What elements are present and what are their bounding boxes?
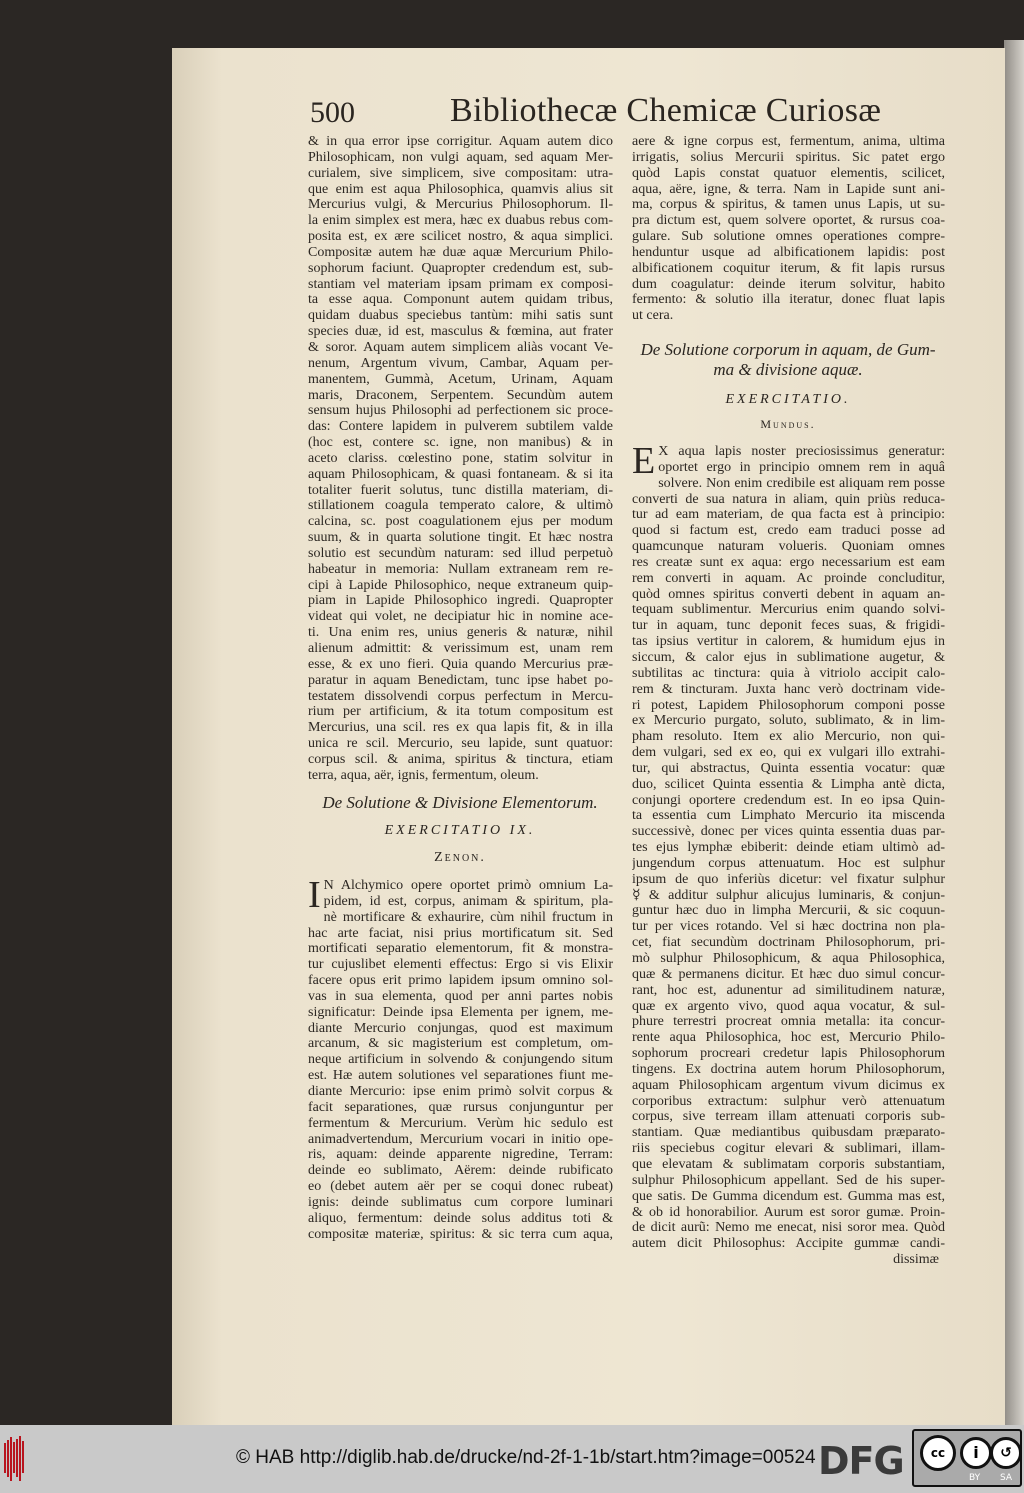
text-line: calcina, sc. post coagulationem ejus per modum xyxy=(308,514,613,530)
right-author: Mundus. xyxy=(760,417,816,431)
text-line: paratur in aquam Benedictam, tunc ipse habet po- xyxy=(308,672,613,688)
text-line: tur cujuslibet elementi effectus: Ergo si vis Elixir xyxy=(308,957,613,973)
text-line: facere opus erit primo lapidem ipsum omnino sol- xyxy=(308,973,613,989)
text-line: arcanum, & sic magisterium est completum, om- xyxy=(308,1036,613,1052)
text-line: Mercurius vulgi, & Mercurius Philosophorum. Il- xyxy=(308,197,613,213)
text-line: sensum hujus Philosophi ad perfectionem sic proce- xyxy=(308,403,613,419)
text-line: das: Contere lapidem in pulverem subtilem valde xyxy=(308,419,613,435)
text-line: unica re scil. Mercurio, seu lapide, sunt quatuor: xyxy=(308,736,613,752)
text-line: Compositæ autem hæ duæ aquæ Mercurium Philo- xyxy=(308,244,613,260)
left-column-text-top xyxy=(308,134,613,784)
sa-label: SA xyxy=(1000,1473,1013,1483)
left-author: Zenon. xyxy=(434,850,486,865)
text-line: ut cera. xyxy=(632,308,674,324)
text-line: duo, scilicet Quinta essentia & Limpha antè dicta, xyxy=(632,776,945,792)
text-line: eo (debet autem aër per se coqui donec rubeat) xyxy=(308,1179,613,1195)
text-line: stantiam. Quæ mediantibus quibusdam præparato- xyxy=(632,1125,945,1141)
text-line: mortificati separatio elementorum, fit & monstra- xyxy=(308,941,613,957)
text-line: corpus, sive terream illam attenuati corporis sub- xyxy=(632,1109,945,1125)
text-line: successivè, donec per vices quinta essentia duas par- xyxy=(632,824,945,840)
text-line: est. Hæ autem solutiones vel separationes fiunt me- xyxy=(308,1068,613,1084)
by-icon: i xyxy=(960,1437,992,1469)
text-line: ma, corpus & spiritus, & tamen unus Lapis, ut su- xyxy=(632,197,945,213)
dfg-logo[interactable]: DFG xyxy=(818,1439,904,1483)
text-line: rium per artificium, & ita totum compositum est xyxy=(308,704,613,720)
text-line: cet, fiat secundùm doctrinam Philosophorum, pri- xyxy=(632,935,945,951)
text-line: aceto clariss. cœlestino pone, statim solvitur in xyxy=(308,450,613,466)
text-line: gulare. Sub solutione omnes operationes compre- xyxy=(632,229,945,245)
text-line: subtilitas ac tinctura: quia à vitriolo accipit calo- xyxy=(632,665,945,681)
text-line: maris, Draconem, Serpentem. Secundùm autem xyxy=(308,387,613,403)
text-line: diante Mercurio conjungas, quod est maximum xyxy=(308,1020,613,1036)
text-line: ipsum de quo inferiùs dicetur: vel fixatur sulphur xyxy=(632,871,945,887)
text-line: aliquo, fermentum: deinde solus additus toti & xyxy=(308,1210,613,1226)
adjacent-page-edge xyxy=(1004,40,1024,1425)
text-line: tur, qui abstractus, Quinta essentia vocatur: quæ xyxy=(632,760,945,776)
text-line: quamcunque naturam volueris. Quoniam omnes xyxy=(632,539,945,555)
text-line: phure terrestri procreat omnia metalla: ita concur- xyxy=(632,1014,945,1030)
text-line: ris, aquam: deinde apparente nigredine, Terram: xyxy=(308,1147,613,1163)
text-line: terra, aqua, aër, ignis, fermentum, oleum. xyxy=(308,767,539,783)
text-line: manentem, Gummà, Acetum, Urinam, Aquam xyxy=(308,371,613,387)
text-line: Philosophicam, non vulgi aquam, sed aquam Mer- xyxy=(308,149,613,165)
text-line: posita est, ex ære scilicet nostro, & aqua simplici. xyxy=(308,229,613,245)
text-line: la enim simplex est mera, hæc ex duabus rebus com- xyxy=(308,213,613,229)
text-line: tingens. Ex doctrina autem horum Philosophorum, xyxy=(632,1061,945,1077)
text-line: pham resoluto. Item ex alio Mercurio, non qui- xyxy=(632,729,945,745)
text-line: curialem, sive simplicem, sive compositam: utra- xyxy=(308,165,613,181)
by-label: BY xyxy=(969,1473,981,1483)
text-line: & ob id honorabilior. Aurum est soror gumæ. Proin- xyxy=(632,1204,945,1220)
text-line: & in qua error ipse corrigitur. Aquam autem dico xyxy=(308,134,613,149)
text-line: solutio est secundùm naturam: sed illud perpetuò xyxy=(308,545,613,561)
text-line: aquam Philosophicam argentum vivum dicimus ex xyxy=(632,1077,945,1093)
text-line: quæ & permanens dicitur. Et hæc duo simul concur- xyxy=(632,966,945,982)
text-line: quæ ex argento vivo, quod aqua vocatur, & sul- xyxy=(632,998,945,1014)
text-line: ignis: deinde sublimatus cum corpore luminari xyxy=(308,1194,613,1210)
text-line: ta esse aqua. Componunt autem quidam tribus, xyxy=(308,292,613,308)
text-line: neque artificium in solvendo & conjungendo situm xyxy=(308,1052,613,1068)
text-line: nè mortificare & exhaurire, cùm nihil fructum in xyxy=(323,909,613,925)
text-line: sophorum procreari credetur lapis Philosophorum xyxy=(632,1046,945,1062)
text-line: deinde eo sublimato, Aërem: deinde rubificato xyxy=(308,1163,613,1179)
text-line: autem dicit Philosophus: Accipite gummæ candi- xyxy=(632,1236,945,1252)
text-line: piam in Lapide Philosophico ingredi. Quapropter xyxy=(308,593,613,609)
text-line: significatur: Deinde ipsa Elementa per ignem, me- xyxy=(308,1004,613,1020)
text-line: fermentum & Mercurium. Verùm hic sedulo est xyxy=(308,1115,613,1131)
text-line: fermento: & solutio illa iteratur, donec fluat lapis xyxy=(632,292,945,308)
copyright-link[interactable]: © HAB http://diglib.hab.de/drucke/nd-2f-1-1b/start.htm?image=00524 xyxy=(236,1447,816,1468)
text-line: quidam duabus speciebus tantùm: mihi satis sunt xyxy=(308,308,613,324)
text-line: compositæ materiæ, spiritus: & sic terra cum aqua, xyxy=(308,1226,613,1242)
text-line: ri potest, Lapidem Philosophorum componi posse xyxy=(632,697,945,713)
text-line: guntur hæc duo in limpha Mercurii, & sic coquun- xyxy=(632,903,945,919)
text-line: tes ejus lymphæ ebiberit: deinde etiam ultimò ad- xyxy=(632,840,945,856)
text-line: Mercurius, una scil. res ex qua lapis fit, & in illa xyxy=(308,720,613,736)
text-line: species duæ, id est, masculus & fœmina, aut frater xyxy=(308,324,613,340)
text-line: converti de sua natura in aliam, quin priùs reduca- xyxy=(632,491,945,507)
text-line: aqua, aëre, igne, & terra. Nam in Lapide sunt ani- xyxy=(632,181,945,197)
text-line: testatem dissolvendi corpus perfectum in Mercu- xyxy=(308,688,613,704)
text-line: quod si factum est, credo eam traduci posse ad xyxy=(632,523,945,539)
right-section-heading-line2: ma & divisione aquæ. xyxy=(713,360,863,379)
right-section-heading-line1: De Solutione corporum in aquam, de Gum- xyxy=(640,340,936,359)
text-line: jungendum corpus attenuatum. Hoc est sulphur xyxy=(632,855,945,871)
right-column-text-top xyxy=(632,134,945,324)
right-exercise-label: EXERCITATIO. xyxy=(725,392,851,407)
text-line: rem converti in aquam. Ac proinde concluditur, xyxy=(632,570,945,586)
text-line: stantiam vel materiam ipsam primam ex composi- xyxy=(308,276,613,292)
text-line: henduntur usque ad albificationem lapidis: post xyxy=(632,244,945,260)
left-exercise-label: EXERCITATIO IX. xyxy=(384,823,536,838)
text-line: X aqua lapis noster preciosissimus generatur: xyxy=(658,444,945,459)
text-line: rant, hoc est, adunentur ad similitudinem naturæ, xyxy=(632,982,945,998)
text-line: ex Mercurio purgato, soluto, sublimato, & in lim- xyxy=(632,713,945,729)
left-column-text-bottom xyxy=(308,874,613,1242)
text-line: ta essentia cum Limphato Mercurio ita miscenda xyxy=(632,808,945,824)
text-line: de dicit aurũ: Nemo me enecat, nisi soror mea. Quòd xyxy=(632,1220,945,1236)
running-title: Bibliothecæ Chemicæ Curiosæ xyxy=(450,92,882,129)
text-line: sulphur Philosophicum appellant. Sed de his super- xyxy=(632,1172,945,1188)
text-line: quòd omnes spiritus converti debent in aquam an- xyxy=(632,586,945,602)
drop-cap: I xyxy=(308,874,321,916)
hab-logo-icon[interactable] xyxy=(4,1433,26,1483)
text-line: dem vulgari, sed ex eo, qui ex vulgari illo extrahi- xyxy=(632,745,945,761)
cc-icon: cc xyxy=(920,1435,956,1471)
footer-bar xyxy=(0,1425,1024,1493)
text-line: que satis. De Gumma dicendum est. Gumma mas est, xyxy=(632,1188,945,1204)
text-line: rem & tincturam. Juxta hanc verò doctrinam vide- xyxy=(632,681,945,697)
text-line: tas ipsius vertitur in calorem, & humidum ejus in xyxy=(632,634,945,650)
text-line: aquam Philosophicam, & quasi fontaneam. & si ita xyxy=(308,466,613,482)
text-line: vas in sua elementa, quod per anni partes nobis xyxy=(308,988,613,1004)
text-line: facit separationes, quæ rursus conjunguntur per xyxy=(308,1099,613,1115)
text-line: pidem, id est, corpus, animam & spiritum, pla- xyxy=(323,893,613,909)
left-section-heading: De Solutione & Divisione Elementorum. xyxy=(322,793,598,812)
text-line: N Alchymico opere oportet primò omnium La- xyxy=(323,878,613,893)
text-line: videat qui volet, ne decipiatur hic in nomine ace- xyxy=(308,609,613,625)
text-line: albificationem coquitur iterum, & fit lapis rursus xyxy=(632,260,945,276)
text-line: irrigatis, solius Mercurii spiritus. Sic patet ergo xyxy=(632,149,945,165)
sa-icon: ↺ xyxy=(990,1437,1022,1469)
text-line: tur ad eam materiam, de qua facta est à principio: xyxy=(632,507,945,523)
text-line: totaliter fuerit solutus, tunc distilla materiam, di- xyxy=(308,482,613,498)
text-line: res creatæ sunt ex aqua: ergo necessarium est eam xyxy=(632,554,945,570)
text-line: mò sulphur Philosophicum, & aqua Philosophica, xyxy=(632,951,945,966)
text-line: hac arte faciat, nisi prius mortificatum sit. Sed xyxy=(308,925,613,941)
text-line: rente aqua Philosophica, hoc est, Mercurio Philo- xyxy=(632,1030,945,1046)
text-line: tur per vices rotando. Vel si hæc doctrina non pla- xyxy=(632,919,945,935)
text-line: habeatur in memoria: Nullam extraneam rem re- xyxy=(308,561,613,577)
cc-by-sa-license-badge[interactable] xyxy=(912,1429,1022,1487)
text-line: que enim est aqua Philosophica, quamvis alius sit xyxy=(308,181,613,197)
text-line: conjungi oportere credendum est. In eo ipsa Quin- xyxy=(632,792,945,808)
text-line: sophorum faciunt. Quapropter credendum est, sub- xyxy=(308,260,613,276)
text-line: cipi à Lapide Philosophico, neque extraneum quip- xyxy=(308,577,613,593)
text-line: pra dictum est, quem solvere oportet, & rursus coa- xyxy=(632,213,945,229)
text-line: animadvertendum, Mercurium vocari in initio ope- xyxy=(308,1131,613,1147)
text-line: tequam sublimentur. Mercurius enim quando solvi- xyxy=(632,602,945,618)
text-line: que elevatam & sublimatam corporis substantiam, xyxy=(632,1156,945,1172)
text-line: diante Mercurio: ipse enim primò solvit corpus & xyxy=(308,1083,613,1099)
text-line: suum, & in quarta solutione tingit. Et hæc nostra xyxy=(308,530,613,546)
text-line: siccum, & calor ejus in sublimatione augetur, & xyxy=(632,649,945,665)
catchword: dissimæ xyxy=(893,1252,939,1268)
text-line: alienum admittit: & verissimum est, unam rem xyxy=(308,641,613,656)
text-line: solvere. Non enim credibile est aliquam rem posse xyxy=(658,475,945,491)
page-number: 500 xyxy=(310,96,355,129)
text-line: aere & igne corpus est, fermentum, anima, ultima xyxy=(632,134,945,149)
drop-cap: E xyxy=(632,440,656,482)
text-line: ☿ & additur sulphur alicujus luminaris, & conjun- xyxy=(632,887,945,903)
text-line: & soror. Aquam autem simplicem aliàs vocant Ve- xyxy=(308,339,613,355)
text-line: ti. Una enim res, unius generis & naturæ, nihil xyxy=(308,625,613,641)
right-column-text-bottom xyxy=(632,440,945,1268)
text-line: riis speciebus cogitur elevari & sublimari, illam- xyxy=(632,1141,945,1157)
text-line: corporibus extractum: sulphur verò attenuatum xyxy=(632,1093,945,1109)
text-line: dum coagulatur: deinde iterum solvitur, habito xyxy=(632,276,945,292)
text-line: nenum, Argentum vivum, Cambar, Aquam per- xyxy=(308,355,613,371)
text-line: stillationem coagula temperato calore, & ultimò xyxy=(308,498,613,514)
text-line: quòd Lapis constat quatuor elementis, scilicet, xyxy=(632,165,945,181)
text-line: corpus scil. & anima, spiritus & tinctura, etiam xyxy=(308,751,613,767)
text-line: esse, & ex uno fieri. Quia quando Mercurius præ- xyxy=(308,656,613,672)
text-line: (hoc est, contere sc. igne, non manibus) & in xyxy=(308,435,613,451)
text-line: oportet ergo in principio omnem rem in aquâ xyxy=(658,459,945,475)
text-line: tur in aquam, tunc deponit feces suas, & frigidi- xyxy=(632,618,945,634)
